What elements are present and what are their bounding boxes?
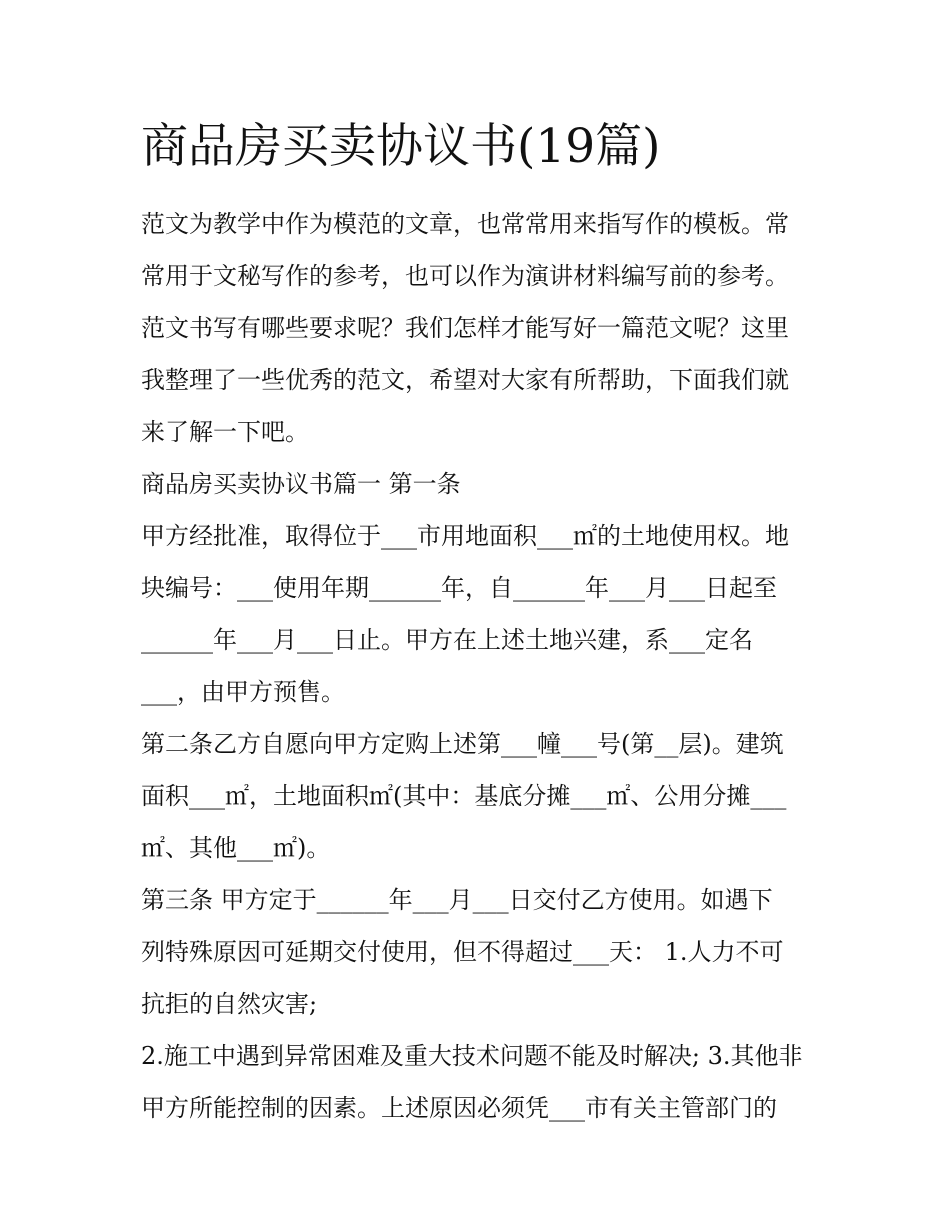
text-line: ______年___月___日止。甲方在上述土地兴建，系___定名 xyxy=(141,626,753,654)
text-line: 范文为教学中作为模范的文章，也常常用来指写作的模板。常 xyxy=(141,210,789,238)
text-line: 甲方所能控制的因素。上述原因必须凭___市有关主管部门的 xyxy=(141,1094,777,1122)
text-line: ㎡、其他___㎡)。 xyxy=(141,834,331,862)
text-line: 块编号：___使用年期______年，自______年___月___日起至 xyxy=(141,574,777,602)
text-line: 抗拒的自然灾害; xyxy=(141,990,318,1018)
text-line: 来了解一下吧。 xyxy=(141,418,309,446)
text-line: 范文书写有哪些要求呢？我们怎样才能写好一篇范文呢？这里 xyxy=(141,314,789,342)
text-line: 常用于文秘写作的参考，也可以作为演讲材料编写前的参考。 xyxy=(141,262,789,290)
intro-paragraph xyxy=(141,198,821,1134)
text-line: 2.施工中遇到异常困难及重大技术问题不能及时解决; 3.其他非 xyxy=(141,1042,803,1070)
text-line: 列特殊原因可延期交付使用，但不得超过___天： 1.人力不可 xyxy=(141,938,784,966)
text-line: 甲方经批准，取得位于___市用地面积___㎡的土地使用权。地 xyxy=(141,522,789,550)
text-line: 面积___㎡，土地面积㎡(其中：基底分摊___㎡、公用分摊___ xyxy=(141,782,787,810)
text-line: 我整理了一些优秀的范文，希望对大家有所帮助，下面我们就 xyxy=(141,366,789,394)
text-line: 第二条乙方自愿向甲方定购上述第___幢___号(第__层)。建筑 xyxy=(141,730,784,758)
document-title: 商品房买卖协议书(19篇) xyxy=(141,119,661,174)
section-heading: 商品房买卖协议书篇一 第一条 xyxy=(141,470,461,498)
text-line: ___，由甲方预售。 xyxy=(141,678,345,706)
text-line: 第三条 甲方定于______年___月___日交付乙方使用。如遇下 xyxy=(141,886,773,914)
